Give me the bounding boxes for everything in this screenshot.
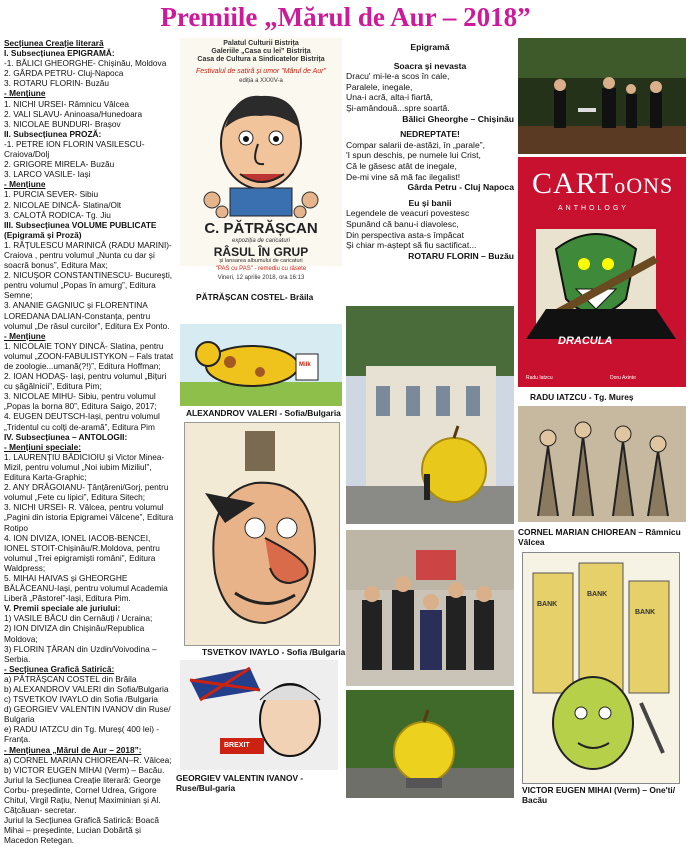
result-line: IV. Subsecțiunea – ANTOLOGII: xyxy=(4,431,128,442)
epigram-line: Că le găsesc atât de inegale, xyxy=(346,160,457,171)
cartoons-anthology-cover xyxy=(518,157,686,387)
caricature-portrait xyxy=(200,88,322,218)
caption-mihai: VICTOR EUGEN MIHAI (Verm) – One'ti/ Bacău xyxy=(522,785,676,805)
result-line: 1. PURCIA SEVER- Sibiu xyxy=(4,189,99,200)
caption-alexandrov: ALEXANDROV VALERI - Sofia/Bulgaria xyxy=(186,408,341,418)
result-line: 4. EUGEN DEUTSCH-Iași, pentru volumul „Tridentul cu colți de-aramă”, Editura Pim xyxy=(4,411,160,432)
result-line: 1. LAURENȚIU BĂDICIOIU și Victor Minea-Mizil, pentru volumul „Noi iubim Miziliul”, Editura Karta-Graphic; xyxy=(4,451,165,483)
epigram-line: Și-amândouă...spre soartă. xyxy=(346,102,450,113)
epigram-column xyxy=(346,40,514,266)
poster-festival: Festivalul de satiră și umor "Mărul de Aur" xyxy=(196,68,326,75)
epigram-author: ROTARU FLORIN – Buzău xyxy=(408,250,514,261)
poster-expo: expoziția de caricaturi xyxy=(231,238,291,244)
book-title-cart: CART xyxy=(532,167,615,200)
result-line: b) VICTOR EUGEN MIHAI (Verm) – Bacău. xyxy=(4,764,165,775)
book-dracula: DRACULA xyxy=(558,335,613,347)
result-line: 1. NICOLAIE TONY DINCĂ- Slatina, pentru volumul „ZOON-FABULISTYKON – Fals tratat de zoologie...umană(?!)”, Editura Hoffman; xyxy=(4,340,174,371)
result-line: 5. MIHAI HAIVAS și GHEORGHE BĂLĂCEANU-Iași, pentru volumul Academia Liberă „Păstorel”-Iași, Editura Pim. xyxy=(4,572,168,604)
palace-apple-photo xyxy=(346,306,514,524)
result-line: Juriul la Secțiunea Creație literară: George Corbu- președinte, Cornel Udrea, Grigore Chitul, Virgil Rațiu, Nenuț Maximinian și Al. Cățcăuan- secretar. xyxy=(4,774,161,816)
dracula-cartoon xyxy=(526,219,676,349)
page-title: Premiile „Mărul de Aur – 2018” xyxy=(160,2,531,32)
result-line: e) RADU IATZCU din Tg. Mureș( 400 lei) - Franța. xyxy=(4,724,160,745)
book-author-left: Radu Iatzcu xyxy=(526,375,553,381)
results-list xyxy=(4,38,176,846)
brexit-label: BREXIT xyxy=(224,742,250,749)
epigram-line: 'I spun deschis, pe numele lui Crist, xyxy=(346,150,481,161)
epigram-line: Spunând că banu-i diavolesc, xyxy=(346,218,459,229)
result-line: 2. GÂRDA PETRU- Cluj-Napoca xyxy=(4,68,124,79)
caption-iatzcu: RADU IATZCU - Tg. Mureș xyxy=(530,392,634,402)
result-line: 2) ION DIVIZA din Chișinău/Republica Moldova; xyxy=(4,623,145,644)
result-line: - Secțiunea Grafică Satirică: xyxy=(4,663,115,674)
poster-sub: și lansarea albumului de caricaturi xyxy=(219,258,303,264)
poster-date: Vineri, 12 aprilie 2018, ora 16:13 xyxy=(217,275,305,281)
golden-apple-sculpture-photo xyxy=(346,690,514,798)
caption-tsvetkov: TSVETKOV IVAYLO - Sofia /Bulgaria xyxy=(202,647,346,657)
epigram-line: Din perspectiva asta-s împăcat xyxy=(346,229,464,240)
caption-patrascan: PĂTRĂȘCAN COSTEL- Brăila xyxy=(196,292,314,302)
big-nose-caricature xyxy=(184,422,340,646)
result-line: 2. IOAN HODAȘ- Iași, pentru volumul „Bițuri cu șăgălnicii”, Editura Pim; xyxy=(4,371,167,392)
exhibition-poster xyxy=(180,38,342,266)
epigram-line: Paralele, inegale, xyxy=(346,81,413,92)
result-line: 3. NICHI URSEI- R. Vâlcea, pentru volumul „Pagini din istoria Epigramei Vâlcene”, Editura Rotipo xyxy=(4,502,174,533)
result-line: 3. CALOTĂ RODICA- Tg. Jiu xyxy=(4,209,111,220)
result-line: - Mențiuni speciale: xyxy=(4,441,81,452)
result-line: Secțiunea Creație literară xyxy=(4,38,104,48)
epigram-author: Gârda Petru - Cluj Napoca xyxy=(407,182,514,193)
epigram-author: Bălici Gheorghe – Chișinău xyxy=(402,113,514,124)
result-line: -1. PETRE ION FLORIN VASILESCU- Craiova/Dolj xyxy=(4,138,145,160)
iatzcu-cartoon xyxy=(518,406,686,522)
result-line: 2. GRIGORE MIRELA- Buzău xyxy=(4,159,115,170)
result-line: - Mențiune xyxy=(4,88,46,99)
result-line: 2. ANY DRĂGOIANU- Țânțăreni/Gorj, pentru volumul „Fete cu lipici”, Editura Sitech; xyxy=(4,482,169,503)
result-line: 3) FLORIN ȚĂRAN din Uzdin/Voivodina – Serbia. xyxy=(4,643,157,664)
result-line: 1. NICHI URSEI- Râmnicu Vâlcea xyxy=(4,98,129,109)
epigram-title: NEDREPTATE! xyxy=(400,129,460,140)
result-line: c) TSVETKOV IVAYLO din Sofia /Bulgaria xyxy=(4,694,159,705)
poster-artist: C. PĂTRĂȘCAN xyxy=(204,220,318,237)
epigram-line: Legendele de veacuri povestesc xyxy=(346,208,470,219)
epigram-line: Una-i acră, alta-i fiartă, xyxy=(346,92,433,103)
result-line: V. Premii speciale ale juriului: xyxy=(4,603,121,614)
result-line: 1) VASILE BĂCU din Cernăuți / Ucraina; xyxy=(4,613,153,624)
epigram-title: Eu și banii xyxy=(408,197,452,208)
epigram-line: Și chiar m-aștept să fiu sactificat... xyxy=(346,240,477,251)
result-line: 3. ROTARU FLORIN- Buzău xyxy=(4,78,109,89)
poster-header-1: Palatul Culturii Bistrița xyxy=(223,40,299,47)
epigram-line: De-mi vine să mă fac ilegalist! xyxy=(346,171,461,182)
result-line: a) CORNEL MARIAN CHIOREAN–R. Vâlcea; xyxy=(4,754,172,765)
result-line: III. Subsecțiunea VOLUME PUBLICATE (Epigramă și Proză) xyxy=(4,219,157,240)
cow-cartoon xyxy=(180,324,342,406)
book-title-oons: oONS xyxy=(614,173,674,198)
result-line: - Mențiunea „Mărul de Aur – 2018”: xyxy=(4,744,142,755)
caption-chiorean: CORNEL MARIAN CHIOREAN – Râmnicu Vâlcea xyxy=(518,527,681,547)
result-line: 3. LARCO VASILE- Iași xyxy=(4,169,91,180)
result-line: 3. NICOLAE MIHU- Sibiu, pentru volumul „Popas la borna 80”, Editura Saigo, 2017; xyxy=(4,391,157,412)
epigram-header: Epigramă xyxy=(410,42,450,52)
result-line: Juriul la Secțiunea Grafică Satirică: Boacă Mihai – președinte, Lucian Dobârtă și Macedon Retegan. xyxy=(4,815,159,846)
result-line: -1. BĂLICI GHEORGHE- Chișinău, Moldova xyxy=(4,58,167,69)
book-author-right: Doru Axinte xyxy=(610,375,636,381)
poster-motto: "PAS cu PAS" - remediu cu râsete xyxy=(215,266,307,272)
brexit-cartoon xyxy=(180,660,338,770)
result-line: I. Subsecțiunea EPIGRAMĂ: xyxy=(4,48,115,59)
result-line: d) GEORGIEV VALENTIN IVANOV din Ruse/ Bulgaria xyxy=(4,704,171,725)
bank-label-1: BANK xyxy=(537,601,558,608)
poster-header-2: Galeriile „Casa cu lei” Bistrița xyxy=(211,48,311,55)
result-line: 4. ION DIVIZA, IONEL IACOB-BENCEI, IONEL STOIT-Chișinău/R.Moldova, pentru volumul „Trei epigramiști români”, Editura Waldpress; xyxy=(4,532,160,573)
award-stage-photo xyxy=(518,38,686,154)
epigram-line: Dracu' mi-le-a scos în cale, xyxy=(346,71,450,82)
result-line: - Mențiune xyxy=(4,179,46,190)
result-line: II. Subsecțiunea PROZĂ: xyxy=(4,128,102,139)
result-line: 2. NICUȘOR CONSTANTINESCU- București, pentru volumul „Popas în amurg”, Editura Semne; xyxy=(4,270,173,301)
poster-show: RÂSUL ÎN GRUP xyxy=(213,245,309,259)
epigram-line: Compar salarii de-astăzi, în „parale”, xyxy=(346,139,485,150)
result-line: 1. RĂȚULESCU MARINICĂ (RADU MARINI)- Craiova , pentru volumul „Nunta cu dar și soacră bonus”, Editura Max; xyxy=(4,239,172,271)
caption-georgiev: GEORGIEV VALENTIN IVANOV - Ruse/Bul-garia xyxy=(176,773,304,793)
bank-label-2: BANK xyxy=(587,591,608,598)
poster-edition: ediția a XXXIV-a xyxy=(239,78,283,84)
poster-header-3: Casa de Cultura a Sindicatelor Bistrița xyxy=(197,56,325,63)
result-line: 3. NICOLAE BUNDURI- Brașov xyxy=(4,118,121,129)
result-line: 2. VALI SLAVU- Aninoasa/Hunedoara xyxy=(4,108,143,119)
laureates-group-photo xyxy=(346,530,514,686)
epigram-title: Soacra și nevasta xyxy=(393,60,467,71)
milk-label: Milk xyxy=(299,362,311,368)
book-subtitle: ANTHOLOGY xyxy=(558,205,629,212)
bank-label-3: BANK xyxy=(635,609,656,616)
result-line: a) PĂTRĂȘCAN COSTEL din Brăila xyxy=(4,673,137,684)
result-line: b) ALEXANDROV VALERI din Sofia/Bulgaria xyxy=(4,684,169,694)
bank-cartoon xyxy=(522,552,680,784)
result-line: 2. NICOLAE DINCĂ- Slatina/Olt xyxy=(4,199,122,210)
result-line: - Mențiune xyxy=(4,330,46,341)
result-line: 3. ANANIE GAGNIUC și FLORENTINA LOREDANA DALIAN-Constanța, pentru volumul „De râsul curcilor”, Editura Ex Ponto. xyxy=(4,300,170,331)
